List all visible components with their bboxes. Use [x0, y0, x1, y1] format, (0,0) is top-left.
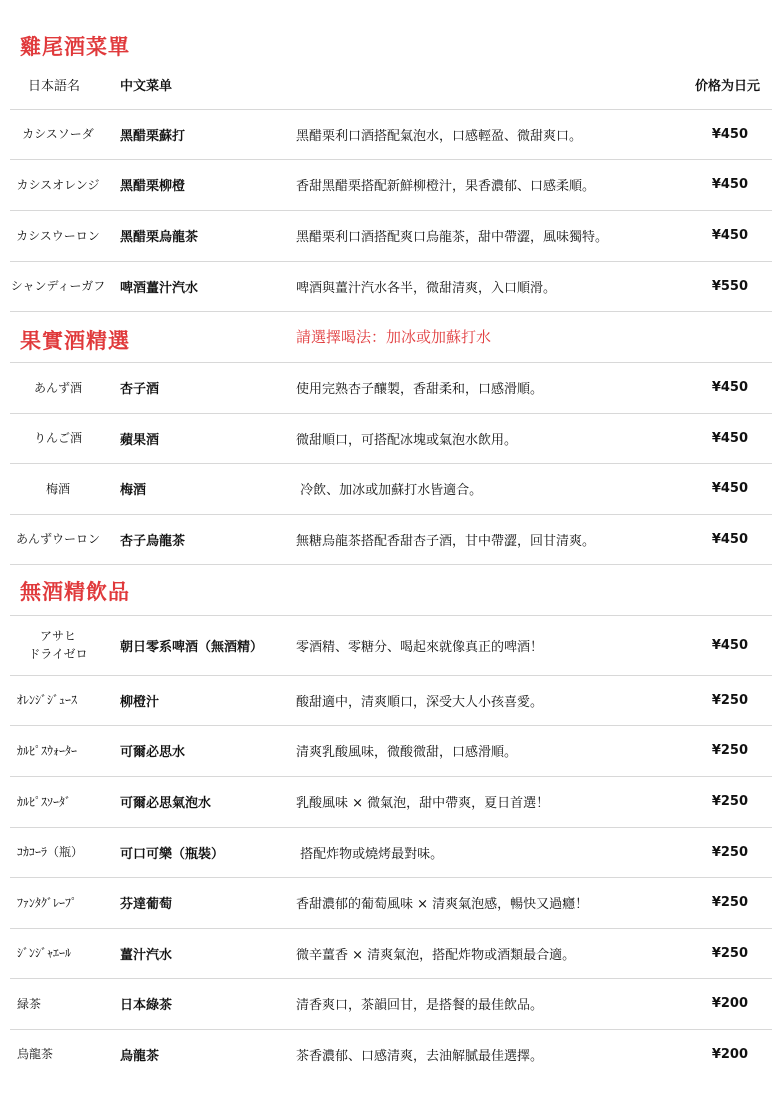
item-price: ¥250 [711, 692, 748, 708]
item-cn-name: 日本綠茶 [120, 998, 173, 1013]
menu-row [0, 928, 780, 978]
item-cn-name: 柳橙汁 [120, 694, 160, 710]
item-price: ¥200 [711, 1046, 748, 1062]
item-jp-name: アサヒ ドライゼロ [28, 629, 88, 661]
item-description: 冷飲、加冰或加蘇打水皆適合。 [296, 483, 483, 498]
item-description: 零酒精、零糖分、喝起來就像真正的啤酒！ [296, 639, 544, 655]
item-description: 微甜順口，可搭配冰塊或氣泡水飲用。 [296, 432, 518, 448]
item-price: ¥250 [711, 844, 748, 860]
header-price: 价格为日元 [694, 79, 760, 94]
menu-row [0, 1029, 780, 1079]
item-description: 清爽乳酸風味，微酸微甜，口感滑順。 [296, 745, 518, 760]
item-description: 酸甜適中，清爽順口，深受大人小孩喜愛。 [296, 694, 544, 710]
item-description: 香甜濃郁的葡萄風味 × 清爽氣泡感，暢快又過癮！ [296, 897, 589, 912]
item-description: 啤酒與薑汁汽水各半，微甜清爽，入口順滑。 [296, 280, 557, 296]
item-description: 乳酸風味 × 微氣泡，甜中帶爽，夏日首選！ [296, 796, 550, 811]
menu-row [0, 827, 780, 877]
section-note: 請選擇喝法：加冰或加蘇打水 [296, 328, 492, 346]
item-cn-name: 黑醋栗柳橙 [120, 179, 186, 194]
item-price: ¥250 [711, 743, 748, 758]
item-price: ¥250 [711, 895, 748, 910]
item-price: ¥450 [711, 380, 748, 395]
item-jp-name: あんず酒 [33, 380, 82, 395]
menu-row [0, 159, 780, 210]
item-jp-name: ｶﾙﾋﾟｽｳｫｰﾀｰ [17, 743, 78, 758]
item-jp-name: ｶﾙﾋﾟｽｿｰﾀﾞ [17, 794, 72, 809]
menu-row [0, 210, 780, 261]
header-japanese-name: 日本語名 [27, 79, 80, 94]
item-jp-name: りんご酒 [33, 431, 82, 445]
item-jp-name: あんずウーロン [15, 532, 100, 546]
item-price: ¥450 [711, 228, 748, 243]
item-jp-name: 烏龍茶 [17, 1047, 54, 1061]
item-description: 黑醋栗利口酒搭配氣泡水，口感輕盈、微甜爽口。 [296, 128, 583, 144]
menu-row [0, 514, 780, 564]
item-price: ¥450 [711, 531, 748, 547]
divider [10, 311, 772, 312]
item-price: ¥450 [711, 177, 748, 192]
item-price: ¥450 [711, 637, 748, 653]
section-title-cocktails: 雞尾酒菜單 [20, 35, 130, 59]
header-chinese-name: 中文菜单 [120, 79, 173, 94]
item-cn-name: 烏龍茶 [120, 1048, 160, 1064]
menu-row [0, 776, 780, 827]
item-cn-name: 可爾必思水 [120, 745, 186, 760]
item-jp-name: カシスオレンジ [16, 177, 100, 192]
menu-row [0, 109, 780, 159]
item-jp-name: ﾌｧﾝﾀｸﾞﾚｰﾌﾟ [17, 895, 78, 910]
item-cn-name: 薑汁汽水 [120, 947, 173, 963]
item-cn-name: 啤酒薑汁汽水 [120, 280, 199, 296]
menu-row [0, 615, 780, 675]
menu-row [0, 463, 780, 514]
section-title-fruit-liquor: 果實酒精選 [20, 329, 130, 353]
menu-row [0, 877, 780, 928]
item-cn-name: 蘋果酒 [120, 432, 160, 448]
item-description: 黑醋栗利口酒搭配爽口烏龍茶，甜中帶澀，風味獨特。 [296, 230, 609, 245]
item-cn-name: 黑醋栗蘇打 [120, 128, 186, 144]
item-jp-name: 緑茶 [17, 996, 42, 1011]
item-price: ¥450 [711, 126, 748, 142]
divider [10, 564, 772, 565]
item-price: ¥450 [711, 430, 748, 446]
item-cn-name: 黑醋栗烏龍茶 [120, 230, 199, 245]
item-jp-name: カシスソーダ [22, 127, 94, 141]
item-description: 茶香濃郁、口感清爽，去油解膩最佳選擇。 [296, 1048, 544, 1064]
item-cn-name: 朝日零系啤酒（無酒精） [120, 639, 264, 655]
item-cn-name: 可爾必思氣泡水 [120, 796, 212, 811]
item-cn-name: 可口可樂（瓶裝） [120, 846, 225, 862]
item-jp-name: カシスウーロン [16, 228, 100, 243]
item-price: ¥250 [711, 794, 748, 809]
item-description: 使用完熟杏子釀製，香甜柔和，口感滑順。 [296, 382, 544, 397]
item-cn-name: 芬達葡萄 [120, 897, 173, 912]
item-cn-name: 杏子酒 [120, 382, 160, 397]
item-price: ¥450 [711, 481, 748, 496]
menu-row [0, 362, 780, 413]
section-title-non-alcoholic: 無酒精飲品 [20, 580, 130, 604]
item-cn-name: 梅酒 [120, 483, 147, 498]
menu-row [0, 261, 780, 311]
item-jp-name: シャンディーガフ [10, 279, 106, 293]
item-cn-name: 杏子烏龍茶 [120, 533, 186, 549]
item-price: ¥250 [711, 945, 748, 961]
menu-row [0, 978, 780, 1029]
item-jp-name: ｼﾞﾝｼﾞｬｴｰﾙ [17, 946, 72, 960]
item-price: ¥200 [711, 996, 748, 1011]
item-description: 無糖烏龍茶搭配香甜杏子酒，甘中帶澀，回甘清爽。 [296, 533, 596, 549]
menu-row [0, 725, 780, 776]
menu-row [0, 675, 780, 725]
item-jp-name: ｺｶｺｰﾗ（瓶） [17, 845, 84, 859]
item-price: ¥550 [711, 278, 748, 294]
item-description: 香甜黑醋栗搭配新鮮柳橙汁，果香濃郁、口感柔順。 [296, 179, 596, 194]
item-description: 清香爽口，茶韻回甘，是搭餐的最佳飲品。 [296, 998, 544, 1013]
menu-row [0, 413, 780, 463]
item-jp-name: ｵﾚﾝｼﾞｼﾞｭｰｽ [17, 693, 78, 707]
item-description: 搭配炸物或燒烤最對味。 [296, 846, 444, 862]
item-jp-name: 梅酒 [45, 481, 70, 496]
item-description: 微辛薑香 × 清爽氣泡，搭配炸物或酒類最合適。 [296, 947, 576, 963]
